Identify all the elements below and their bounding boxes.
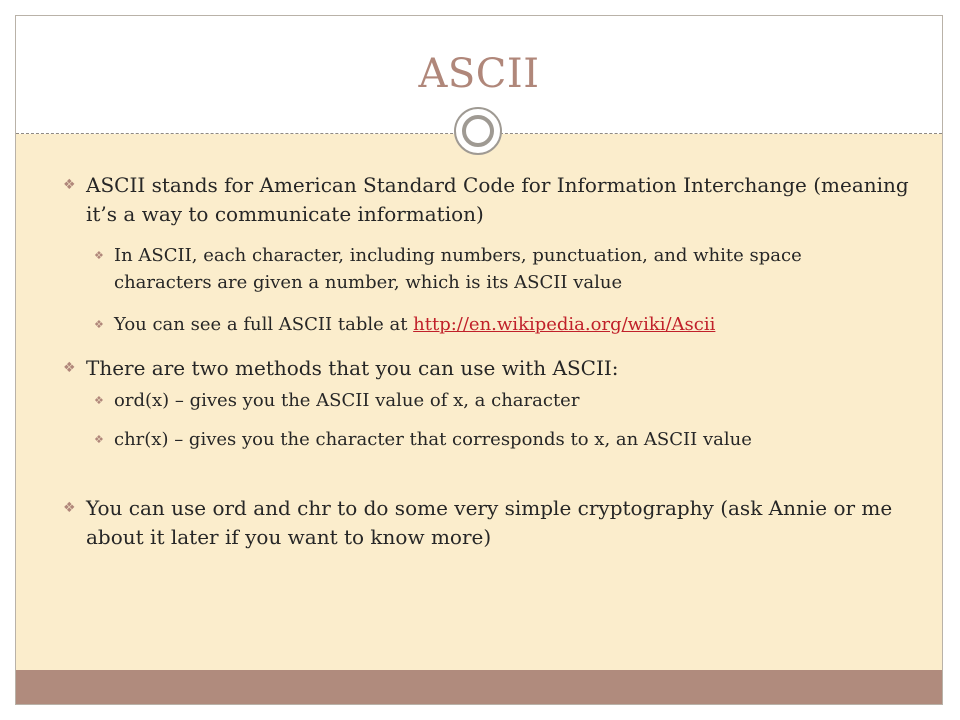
bullet-item	[63, 354, 916, 383]
bullet-text: You can see a full ASCII table at	[114, 314, 414, 335]
slide-title: ASCII	[418, 51, 540, 97]
bullet-item	[63, 171, 916, 229]
content-area	[16, 134, 942, 670]
circle-ornament-inner	[462, 115, 494, 147]
bullet-text: chr(x) – gives you the character that corresponds to x, an ASCII value	[114, 429, 752, 450]
wikipedia-ascii-link[interactable]: http://en.wikipedia.org/wiki/Ascii	[413, 314, 716, 335]
bullet-item	[63, 494, 916, 552]
circle-ornament-icon	[454, 107, 502, 155]
bullet-text: ASCII stands for American Standard Code for Information Interchange (meaning it’s a way to communicate information)	[86, 173, 909, 226]
footer-band	[16, 670, 942, 704]
diamond-bullet-icon: ❖	[63, 500, 76, 516]
bullet-item	[94, 426, 904, 453]
diamond-bullet-icon: ❖	[94, 394, 104, 407]
bullet-item	[94, 311, 904, 338]
bullet-text: There are two methods that you can use with ASCII:	[86, 356, 619, 380]
diamond-bullet-icon: ❖	[63, 177, 76, 193]
bullet-text: ord(x) – gives you the ASCII value of x, a character	[114, 390, 580, 411]
diamond-bullet-icon: ❖	[94, 433, 104, 446]
bullet-item	[94, 242, 904, 296]
diamond-bullet-icon: ❖	[94, 318, 104, 331]
diamond-bullet-icon: ❖	[63, 360, 76, 376]
bullet-text: In ASCII, each character, including numbers, punctuation, and white space characters are given a number, which is its ASCII value	[114, 245, 802, 293]
bullet-item	[94, 387, 904, 414]
diamond-bullet-icon: ❖	[94, 249, 104, 262]
bullet-text: You can use ord and chr to do some very simple cryptography (ask Annie or me about it later if you want to know more)	[86, 496, 893, 549]
